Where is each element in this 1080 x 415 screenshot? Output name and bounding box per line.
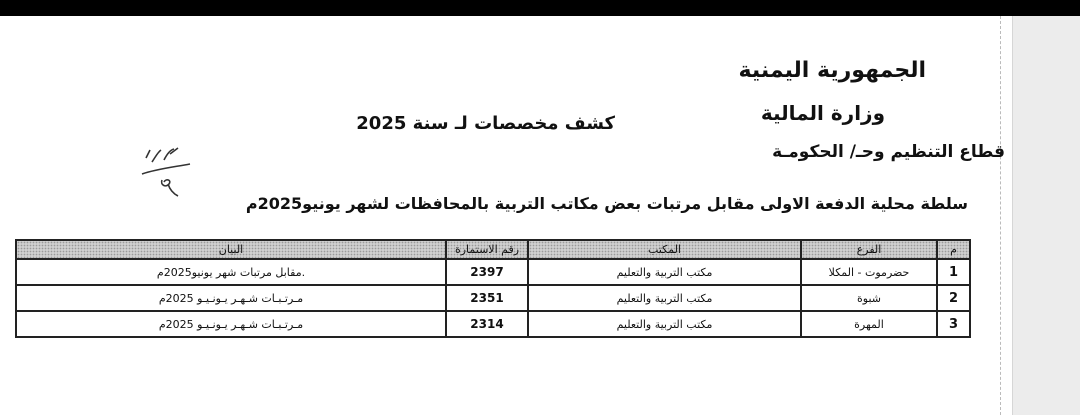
branch-cell: شبوة <box>801 285 937 311</box>
table-row <box>16 285 970 311</box>
row-number: 2 <box>937 285 970 311</box>
column-header: المكتب <box>528 240 801 259</box>
country-name: الجمهورية اليمنية <box>738 58 926 83</box>
table-header-row <box>16 240 970 259</box>
column-header: رقم الاستمارة <box>446 240 528 259</box>
handwritten-annotation <box>134 136 204 206</box>
ministry-name: وزارة المالية <box>760 101 885 125</box>
office-cell: مكتب التربية والتعليم <box>528 259 801 285</box>
table-row <box>16 311 970 337</box>
form-number-cell: 2397 <box>446 259 528 285</box>
top-black-bar <box>0 0 1080 16</box>
statement-cell: مـرتـبـات شـهـر يـونـيـو 2025م <box>16 311 446 337</box>
sector-name: قطاع التنظيم وحـ/ الحكومـة <box>772 142 1005 162</box>
office-cell: مكتب التربية والتعليم <box>528 311 801 337</box>
statement-cell: .مقابل مرتبات شهر يونيو2025م <box>16 259 446 285</box>
page-edge <box>1000 16 1003 415</box>
column-header: الفرع <box>801 240 937 259</box>
form-number-cell: 2351 <box>446 285 528 311</box>
table-row <box>16 259 970 285</box>
document-title: كشف مخصصات لـ سنة 2025 <box>356 113 615 134</box>
side-panel <box>1012 16 1080 415</box>
branch-cell: حضرموت - المكلا <box>801 259 937 285</box>
column-header: البيان <box>16 240 446 259</box>
row-number: 3 <box>937 311 970 337</box>
statement-cell: مـرتـبـات شـهـر يـونـيـو 2025م <box>16 285 446 311</box>
office-cell: مكتب التربية والتعليم <box>528 285 801 311</box>
column-header: م <box>937 240 970 259</box>
branch-cell: المهرة <box>801 311 937 337</box>
document-subtitle: سلطة محلية الدفعة الاولى مقابل مرتبات بعض مكاتب التربية بالمحافظات لشهر يونيو2025م <box>245 194 968 213</box>
allocations-table <box>15 239 971 338</box>
row-number: 1 <box>937 259 970 285</box>
form-number-cell: 2314 <box>446 311 528 337</box>
